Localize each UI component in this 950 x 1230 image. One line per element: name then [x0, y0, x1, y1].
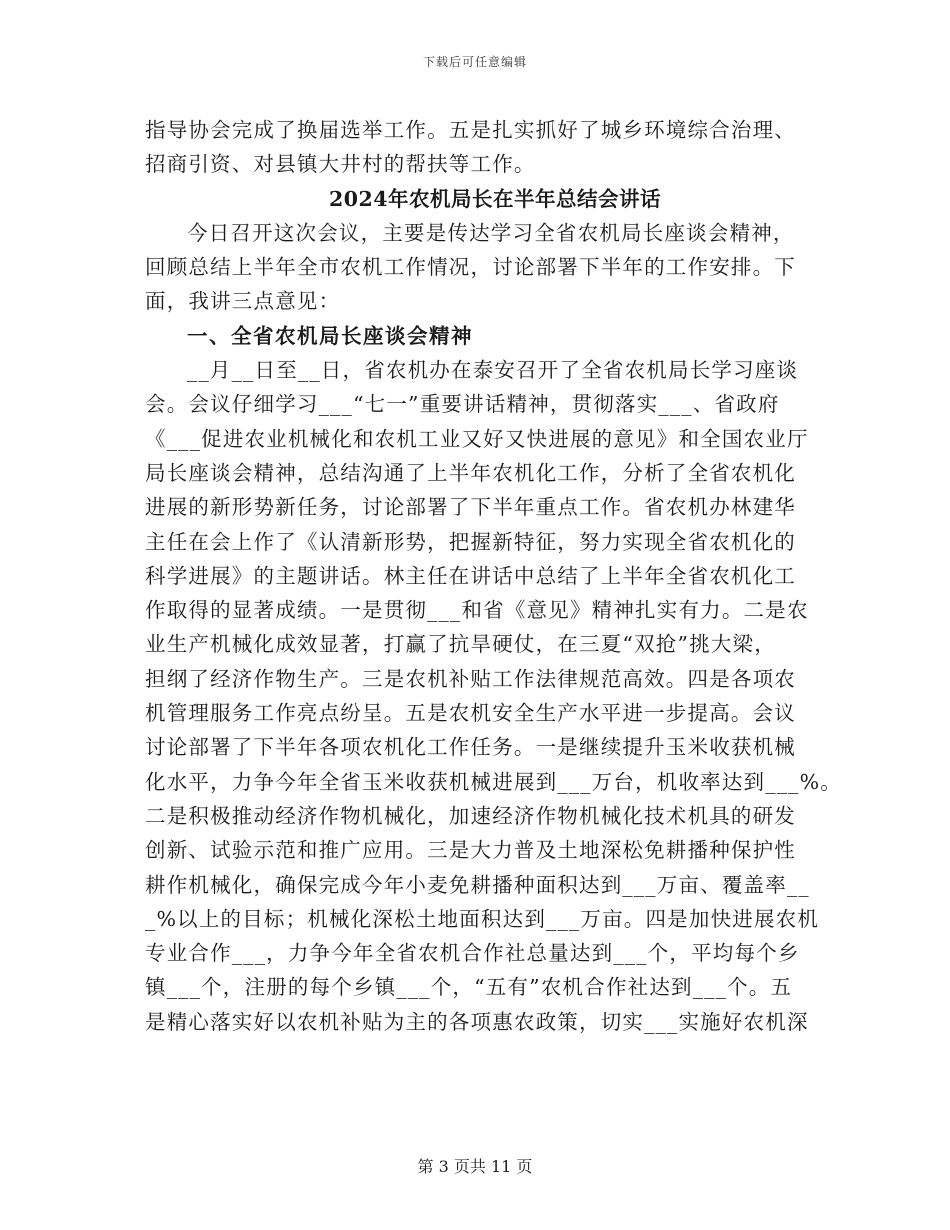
- section-line: 镇___个，注册的每个乡镇___个，“五有”农机合作社达到___个。五: [145, 975, 793, 1000]
- section-line: 《___促进农业机械化和农机工业又好又快进展的意见》和全国农业厅: [145, 426, 809, 451]
- intro-line: 今日召开这次会议，主要是传达学习全省农机局长座谈会精神，: [187, 220, 795, 245]
- section-line: 机管理服务工作亮点纷呈。五是农机安全生产水平进一步提高。会议: [145, 701, 796, 726]
- page-footer: 第 3 页共 11 页: [417, 1157, 533, 1176]
- document-body: [145, 113, 842, 1039]
- section-line: 二是积极推动经济作物机械化，加速经济作物机械化技术机具的研发: [145, 803, 796, 828]
- section-line: 局长座谈会精神，总结沟通了上半年农机化工作，分析了全省农机化: [145, 460, 796, 485]
- section-line: __月__日至__日，省农机办在泰安召开了全省农机局长学习座谈: [187, 358, 799, 383]
- section-line: 主任在会上作了《认清新形势，把握新特征，努力实现全省农机化的: [145, 529, 796, 554]
- intro-line: 回顾总结上半年全市农机工作情况，讨论部署下半年的工作安排。下: [145, 255, 796, 280]
- section-line: 专业合作___，力争今年全省农机合作社总量达到___个，平均每个乡: [145, 941, 800, 966]
- page-header: 下载后可任意编辑: [422, 55, 527, 69]
- document-title: 2024年农机局长在半年总结会讲话: [328, 186, 662, 211]
- section-line: 担纲了经济作物生产。三是农机补贴工作法律规范高效。四是各项农: [145, 666, 796, 691]
- body-line: 招商引资、对县镇大井村的帮扶等工作。: [145, 152, 536, 177]
- section-line: 是精心落实好以农机补贴为主的各项惠农政策，切实___实施好农机深: [145, 1009, 809, 1034]
- section-line: 进展的新形势新任务，讨论部署了下半年重点工作。省农机办林建华: [145, 495, 796, 520]
- section-line: 创新、试验示范和推广应用。三是大力普及土地深松免耕播种保护性: [145, 838, 796, 863]
- section-line: 科学进展》的主题讲话。林主任在讲话中总结了上半年全省农机化工: [145, 563, 796, 588]
- section-line: _%以上的目标；机械化深松土地面积达到___万亩。四是加快进展农机: [145, 906, 820, 931]
- section-line: 作取得的显著成绩。一是贯彻___和省《意见》精神扎实有力。二是农: [145, 598, 809, 623]
- section-line: 耕作机械化，确保完成今年小麦免耕播种面积达到___万亩、覆盖率__: [145, 872, 810, 897]
- section-line: 业生产机械化成效显著，打赢了抗旱硬仗，在三夏“双抢”挑大梁，: [145, 632, 776, 657]
- section-heading: 一、全省农机局长座谈会精神: [187, 323, 473, 348]
- section-line: 会。会议仔细学习___“七一”重要讲话精神，贯彻落实___、省政府: [145, 392, 780, 417]
- section-line: 讨论部署了下半年各项农机化工作任务。一是继续提升玉米收获机械: [145, 735, 796, 760]
- intro-line: 面，我讲三点意见：: [145, 289, 341, 314]
- section-line: 化水平，力争今年全省玉米收获机械进展到___万台，机收率达到___%。: [145, 769, 842, 794]
- body-line: 指导协会完成了换届选举工作。五是扎实抓好了城乡环境综合治理、: [145, 118, 796, 142]
